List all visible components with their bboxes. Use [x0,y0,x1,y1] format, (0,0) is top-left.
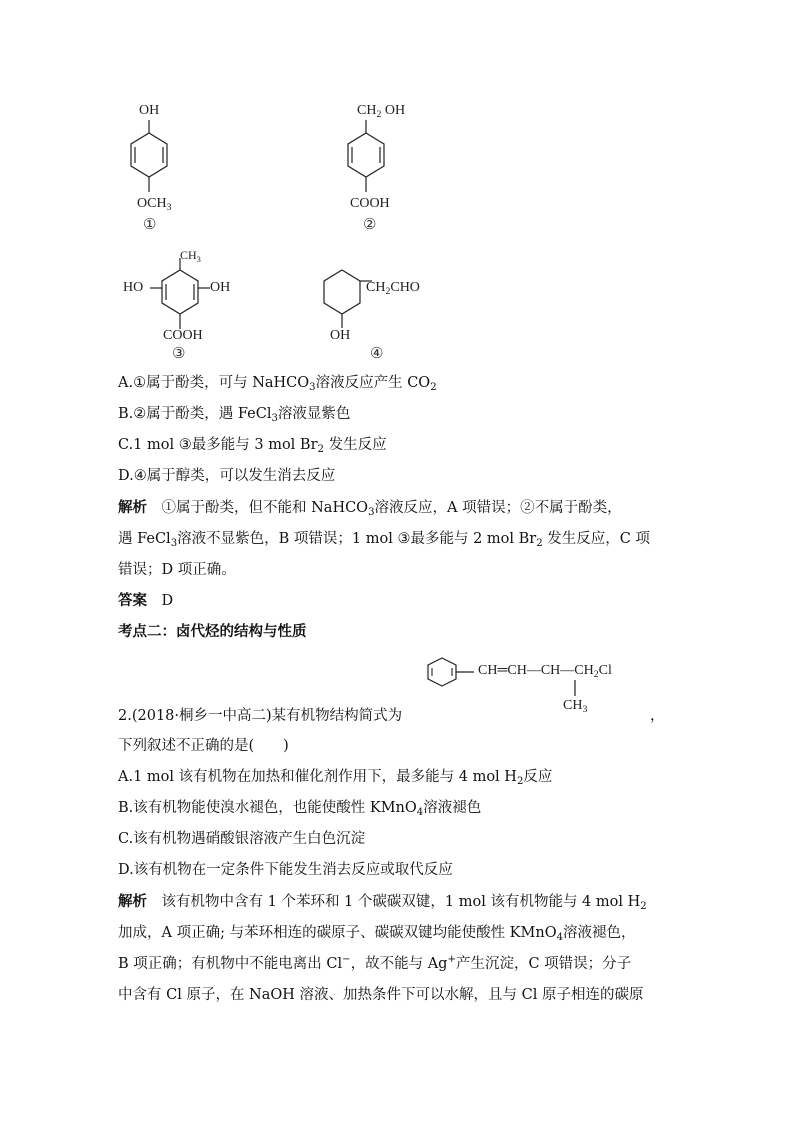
q2-stem-line-1: 2.(2018·桐乡一中高二)某有机物结构简式为 [118,708,403,724]
s3-right-label: OH [210,280,231,295]
q1-option-d: D.④属于醇类，可以发生消去反应 [118,468,336,484]
s1-bottom-label: $OCH_3$ [137,196,172,213]
q2-analysis-line-1: 解析 该有机物中含有 1 个苯环和 1 个碳碳双键，1 mol 该有机物能与 4 mol $H_2$ [118,894,647,912]
q1-analysis-line-3: 错误；D 项正确。 [118,562,236,578]
s4-bottom-label: OH [330,328,351,343]
s1-number: ① [143,215,157,233]
s3-bottom-label: COOH [163,328,203,343]
q2-option-c: C.该有机物遇硝酸银溶液产生白色沉淀 [118,831,366,847]
q2-stem-line-2: 下列叙述不正确的是( ) [118,738,289,754]
q2-stem-comma: ， [650,708,665,724]
s4-right-label: $CH_2CHO$ [366,280,420,297]
section-heading: 考点二：卤代烃的结构与性质 [118,624,307,640]
q2-chain-label: $CH═CH—CH—CH_2Cl$ [478,663,612,680]
s2-top-label: $CH_2$ OH [357,103,406,120]
s2-number: ② [363,215,377,233]
q2-option-a: A.1 mol 该有机物在加热和催化剂作用下，最多能与 4 mol $H_2$反应 [118,769,553,787]
s3-top-label: $CH_3$ [180,248,201,264]
q2-analysis-line-2: 加成，A 项正确; 与苯环相连的碳原子、碳碳双键均能使酸性 KMnO$_4$溶液褪色， [118,925,636,943]
q2-option-b: B.该有机物能使溴水褪色，也能使酸性 KMnO$_4$溶液褪色 [118,800,482,818]
q1-option-b: B.②属于酚类，遇 FeCl$_3$溶液显紫色 [118,406,351,424]
q1-option-a: A.①属于酚类，可与 NaHCO$_3$溶液反应产生 $CO_2$ [118,375,437,393]
q1-option-c: C.1 mol ③最多能与 3 mol $Br_2$ 发生反应 [118,437,387,455]
q2-analysis-label: 解析 [118,894,147,910]
s2-bottom-label: COOH [350,196,390,211]
s1-top-label: OH [139,103,160,118]
s3-left-label: HO [123,280,144,295]
q1-analysis-line-2: 遇 FeCl$_3$溶液不显紫色，B 项错误；1 mol ③最多能与 2 mol $Br_2$ 发生反应，C 项 [118,531,651,549]
s4-number: ④ [370,344,384,362]
s3-number: ③ [172,344,186,362]
q2-analysis-line-4: 中含有 Cl 原子，在 NaOH 溶液、加热条件下可以水解，且与 Cl 原子相连的碳原 [118,987,644,1003]
q1-analysis-label: 解析 [118,500,147,516]
q1-analysis-line-1: 解析 ①属于酚类，但不能和 NaHCO$_3$溶液反应，A 项错误；②不属于酚类， [118,500,622,518]
q2-option-d: D.该有机物在一定条件下能发生消去反应或取代反应 [118,862,453,878]
q2-analysis-line-3: B 项正确；有机物中不能电离出 Cl−，故不能与 Ag+产生沉淀，C 项错误；分子 [118,954,632,972]
q1-answer-value: D [161,593,174,609]
q1-answer-label: 答案 [118,593,147,609]
q2-branch-label: $CH_3$ [563,698,588,715]
